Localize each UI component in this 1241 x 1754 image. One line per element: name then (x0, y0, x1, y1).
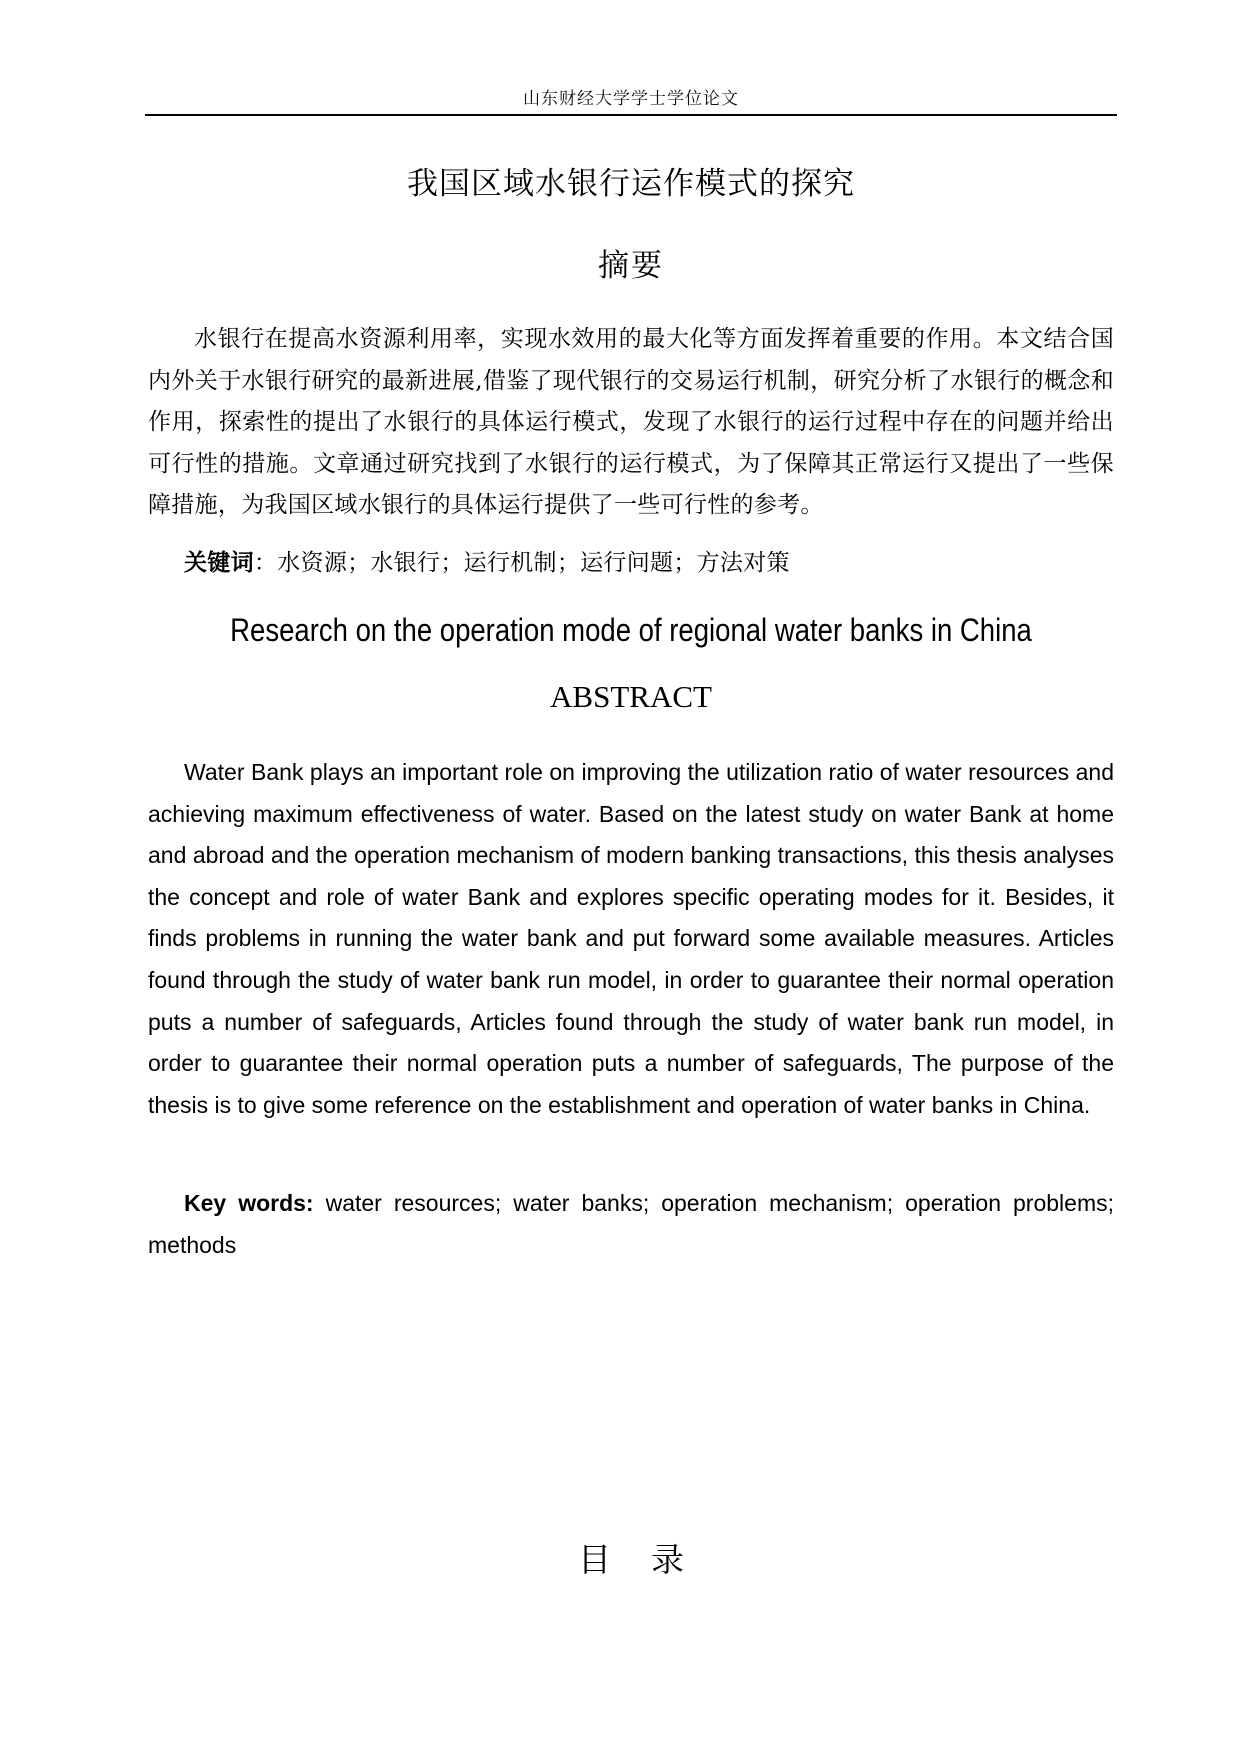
toc-heading-char-2: 录 (651, 1540, 684, 1579)
table-of-contents-heading (145, 1534, 1117, 1581)
chinese-keywords-separator: ： (253, 550, 278, 576)
english-abstract-body: Water Bank plays an important role on improving the utilization ratio of water resources and achieving maximum effectiveness of water. Based on the latest study on water Bank at home and abroad and the operation mechanism of modern banking transactions, this thesis analyses the concept and role of water Bank and explores specific operating modes for it. Besides, it finds problems in running the water bank and put forward some available measures. Articles found through the study of water bank run model, in order to guarantee their normal operation puts a number of safeguards, Articles found through the study of water bank run model, in order to guarantee their normal operation puts a number of safeguards, The purpose of the thesis is to give some reference on the establishment and operation of water banks in China. (148, 759, 1114, 1118)
chinese-title: 我国区域水银行运作模式的探究 (407, 166, 855, 202)
toc-heading-char-1: 目 (578, 1540, 611, 1579)
running-header: 山东财经大学学士学位论文 (523, 89, 739, 109)
chinese-keywords-label: 关键词 (184, 550, 254, 576)
english-title: Research on the operation mode of regional water banks in China (230, 612, 1032, 648)
header-rule (145, 114, 1117, 116)
chinese-abstract-body: 水银行在提高水资源利用率，实现水效用的最大化等方面发挥着重要的作用。本文结合国内外关于水银行研究的最新进展,借鉴了现代银行的交易运行机制，研究分析了水银行的概念和作用，探索性的提出了水银行的具体运行模式，发现了水银行的运行过程中存在的问题并给出可行性的措施。文章通过研究找到了水银行的运行模式，为了保障其正常运行又提出了一些保障措施，为我国区域水银行的具体运行提供了一些可行性的参考。 (148, 326, 1114, 518)
chinese-abstract-heading: 摘要 (598, 248, 664, 284)
english-keywords (148, 1183, 1114, 1266)
english-abstract-heading: ABSTRACT (550, 679, 712, 714)
english-keywords-value: water resources; water banks; operation mechanism; operation problems; methods (148, 1190, 1114, 1258)
chinese-keywords (184, 544, 1114, 577)
chinese-keywords-value: 水资源；水银行；运行机制；运行问题；方法对策 (277, 550, 790, 576)
english-keywords-label: Key words: (184, 1190, 314, 1216)
